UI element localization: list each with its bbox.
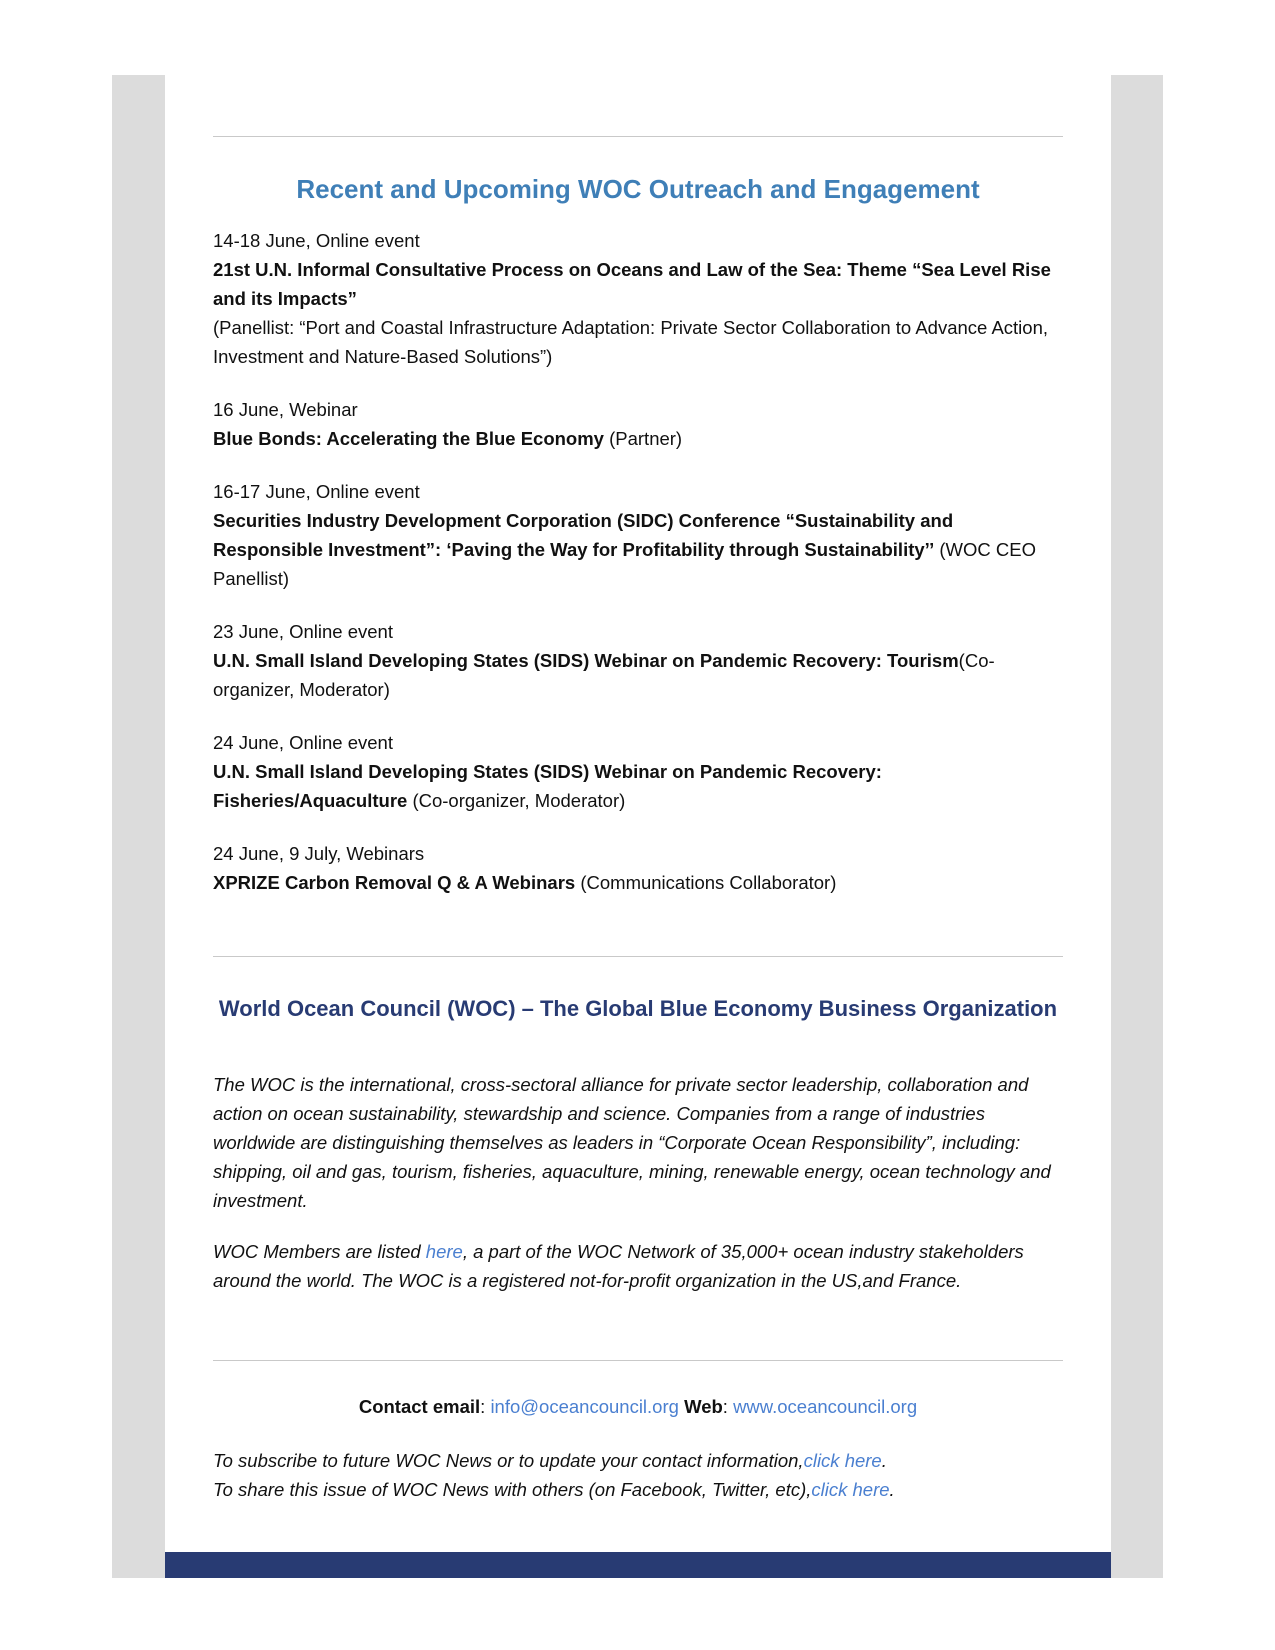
event-title: Securities Industry Development Corporation (SIDC) Conference “Sustainability and Responsible Investment”: ‘Paving the Way for Profitability through Sustainability’’: [213, 510, 954, 560]
members-text-before: WOC Members are listed: [213, 1241, 426, 1262]
web-link[interactable]: www.oceancouncil.org: [733, 1396, 918, 1417]
web-label: Web: [684, 1396, 723, 1417]
divider-top: [213, 136, 1063, 137]
members-paragraph: [213, 1237, 1063, 1295]
event-item: [213, 839, 1063, 897]
event-note: (Communications Collaborator): [580, 872, 837, 893]
subscription-section: [213, 1446, 1063, 1504]
event-title: U.N. Small Island Developing States (SIDS) Webinar on Pandemic Recovery: Tourism: [213, 650, 959, 671]
subscribe-link[interactable]: click here: [803, 1450, 882, 1471]
footer-bar: [165, 1552, 1111, 1578]
members-link[interactable]: here: [425, 1241, 463, 1262]
event-item: [213, 226, 1063, 371]
event-note: (Panellist: “Port and Coastal Infrastructure Adaptation: Private Sector Collaboration to Advance Action, Investment and Nature-Based Solutions”): [213, 317, 1049, 367]
divider-middle: [213, 956, 1063, 957]
contact-line: Contact email: info@oceancouncil.org Web: www.oceancouncil.org: [358, 1396, 918, 1417]
subscribe-line: [213, 1446, 1063, 1475]
event-title: 21st U.N. Informal Consultative Process on Oceans and Law of the Sea: Theme “Sea Level Rise and its Impacts”: [213, 259, 1051, 309]
members-text-after: , a part of the WOC Network of 35,000+ ocean industry stakeholders around the world. The WOC is a registered not-for-profit organization in the US,and France.: [213, 1241, 1024, 1291]
contact-section: [213, 1392, 1063, 1421]
events-section-title: Recent and Upcoming WOC Outreach and Engagement: [296, 174, 980, 204]
event-item: [213, 395, 1063, 453]
email-label: Contact email: [358, 1396, 481, 1417]
about-paragraph: The WOC is the international, cross-sectoral alliance for private sector leadership, collaboration and action on ocean sustainability, stewardship and science. Companies from a range of industries worldwide are distinguishing themselves as leaders in “Corporate Ocean Responsibility”, including: shipping, oil and gas, tourism, fisheries, aquaculture, mining, renewable energy, ocean technology and investment.: [213, 1074, 1051, 1211]
event-title: U.N. Small Island Developing States (SIDS) Webinar on Pandemic Recovery: Fisheries/Aquaculture: [213, 761, 882, 811]
event-date: 16-17 June, Online event: [213, 481, 420, 502]
share-line: [213, 1475, 1063, 1504]
email-link[interactable]: info@oceancouncil.org: [490, 1396, 679, 1417]
divider-bottom: [213, 1360, 1063, 1361]
event-note: (Co-organizer, Moderator): [213, 650, 995, 700]
event-date: 16 June, Webinar: [213, 399, 358, 420]
event-note: (Co-organizer, Moderator): [412, 790, 626, 811]
event-item: [213, 477, 1063, 593]
event-date: 24 June, Online event: [213, 732, 393, 753]
event-note: (WOC CEO Panellist): [213, 539, 1036, 589]
event-item: [213, 728, 1063, 815]
about-section-title: World Ocean Council (WOC) – The Global Blue Economy Business Organization: [218, 996, 1058, 1021]
event-note: (Partner): [609, 428, 683, 449]
subscribe-period: .: [881, 1450, 887, 1471]
share-link[interactable]: click here: [811, 1479, 890, 1500]
event-date: 14-18 June, Online event: [213, 230, 420, 251]
events-list: [213, 226, 1063, 921]
share-period: .: [889, 1479, 895, 1500]
about-section: [213, 1070, 1063, 1317]
event-title: XPRIZE Carbon Removal Q & A Webinars: [213, 872, 576, 893]
event-date: 24 June, 9 July, Webinars: [213, 843, 425, 864]
share-text: To share this issue of WOC News with others (on Facebook, Twitter, etc),: [213, 1479, 812, 1500]
event-title: Blue Bonds: Accelerating the Blue Economy: [213, 428, 604, 449]
event-item: [213, 617, 1063, 704]
subscribe-text: To subscribe to future WOC News or to update your contact information,: [213, 1450, 804, 1471]
event-date: 23 June, Online event: [213, 621, 393, 642]
